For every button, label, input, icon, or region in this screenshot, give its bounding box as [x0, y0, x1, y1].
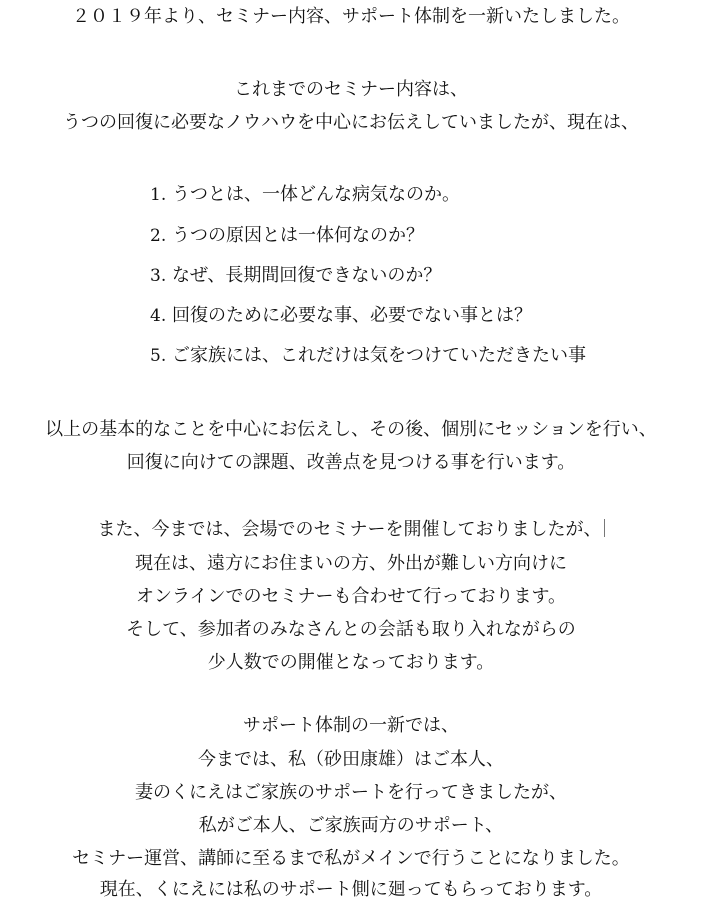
support-line-4: セミナー運営、講師に至るまで私がメインで行うことになりました。	[72, 848, 630, 869]
seminar-line-1: これまでのセミナー内容は、	[234, 79, 468, 100]
support-line-5: 現在、くにえには私のサポート側に廻ってもらっております。	[99, 879, 603, 900]
text-cursor-icon	[604, 519, 605, 537]
topic-text: うつの原因とは一体何なのか？	[171, 225, 424, 246]
online-line-1-text: また、今までは、会場でのセミナーを開催しておりましたが、	[97, 519, 602, 540]
seminar-line-2: うつの回復に必要なノウハウを中心にお伝えしていましたが、現在は、	[63, 112, 639, 133]
online-line-1	[0, 518, 702, 542]
topic-number: 5.	[150, 346, 167, 366]
topic-item	[150, 264, 441, 288]
support-line-3: 私がご本人、ご家族両方のサポート、	[198, 815, 504, 836]
topic-number: 2.	[150, 226, 167, 246]
online-line-4: そして、参加者のみなさんとの会話も取り入れながらの	[126, 619, 576, 640]
intro-headline: ２０１９年より、セミナー内容、サポート体制を一新いたしました。	[72, 6, 630, 27]
online-line-5: 少人数での開催となっております。	[207, 652, 495, 673]
topic-text: 回復のために必要な事、必要でない事とは？	[171, 305, 532, 326]
topic-number: 1.	[150, 185, 167, 205]
support-heading: サポート体制の一新では、	[243, 715, 459, 736]
topic-text: うつとは、一体どんな病気なのか。	[171, 184, 460, 205]
topic-item	[150, 224, 424, 248]
support-line-1: 今までは、私（砂田康雄）はご本人、	[198, 749, 504, 770]
topic-text: ご家族には、これだけは気をつけていただきたい事	[171, 345, 586, 366]
topic-item	[150, 304, 532, 328]
online-line-3: オンラインでのセミナーも合わせて行っております。	[135, 586, 567, 607]
topic-item	[150, 183, 460, 207]
topic-item	[150, 344, 586, 368]
support-line-2: 妻のくにえはご家族のサポートを行ってきましたが、	[135, 782, 567, 803]
topic-text: なぜ、長期間回復できないのか？	[171, 265, 442, 286]
summary-line-2: 回復に向けての課題、改善点を見つける事を行います。	[126, 452, 576, 473]
summary-line-1: 以上の基本的なことを中心にお伝えし、その後、個別にセッションを行い、	[45, 419, 657, 440]
online-line-2: 現在は、遠方にお住まいの方、外出が難しい方向けに	[135, 553, 567, 574]
topic-number: 4.	[150, 306, 167, 326]
topic-number: 3.	[150, 266, 167, 286]
